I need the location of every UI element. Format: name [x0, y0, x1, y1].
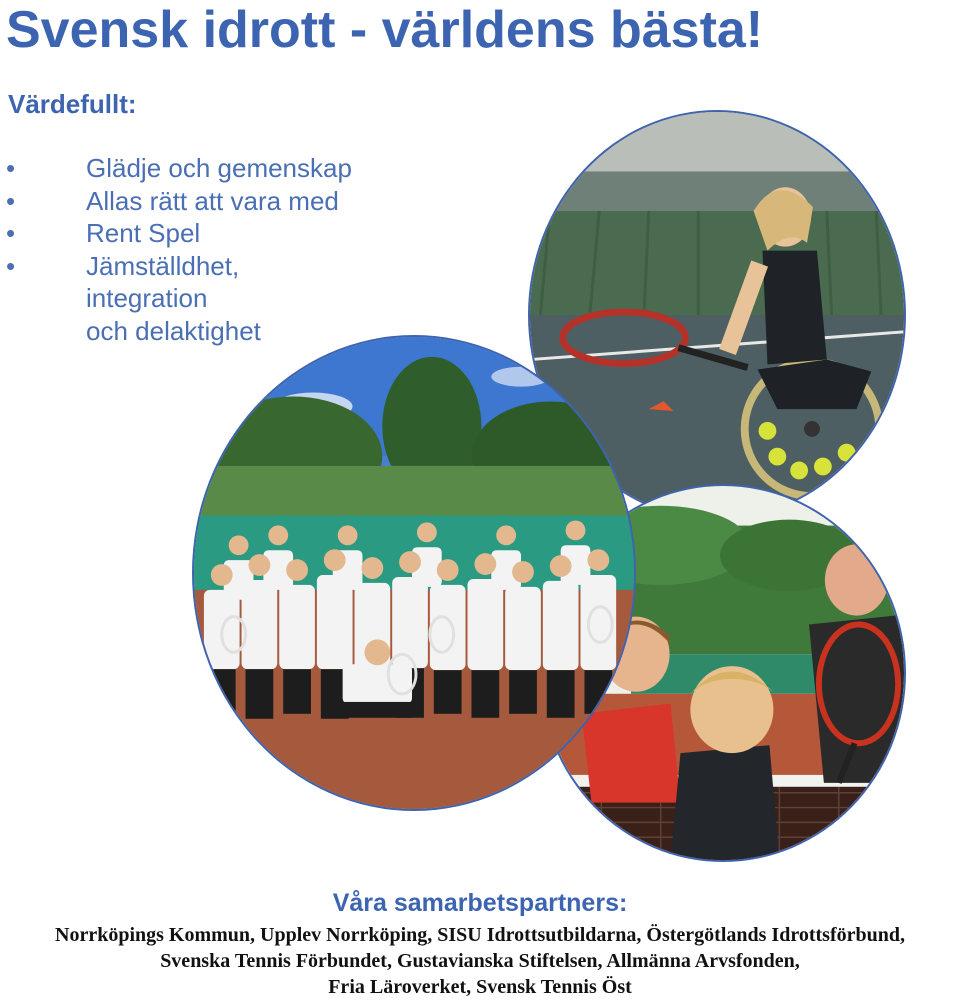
- bullet-icon: •: [6, 218, 16, 248]
- junior-tennis-group-illustration: [194, 337, 634, 809]
- bullet-icon: •: [6, 153, 16, 183]
- value-text: Glädje och gemenskap: [86, 153, 352, 183]
- partners-line: Svenska Tennis Förbundet, Gustavianska Stiftelsen, Allmänna Arvsfonden,: [160, 950, 800, 972]
- value-text: integration: [86, 283, 208, 313]
- partners-line: Fria Läroverket, Svensk Tennis Öst: [328, 976, 632, 998]
- list-item-continuation: [0, 315, 352, 348]
- values-heading: Värdefullt:: [8, 89, 137, 119]
- partners-line: Norrköpings Kommun, Upplev Norrköping, SISU Idrottsutbildarna, Östergötlands Idrottsförbund,: [55, 924, 905, 946]
- list-item-continuation: [0, 282, 352, 315]
- partners-heading: Våra samarbetspartners:: [332, 889, 628, 917]
- value-text: och delaktighet: [86, 315, 261, 346]
- partners-list: [0, 922, 960, 1000]
- page-title: Svensk idrott - världens bästa!: [6, 1, 764, 59]
- bullet-icon: •: [6, 250, 16, 281]
- bullet-icon: •: [6, 185, 16, 216]
- value-text: Jämställdhet,: [86, 250, 240, 281]
- list-item: [0, 250, 352, 283]
- values-list: [0, 152, 352, 347]
- value-text: Allas rätt att vara med: [86, 185, 339, 216]
- list-item: [0, 217, 352, 250]
- value-text: Rent Spel: [86, 218, 201, 248]
- list-item: [0, 152, 352, 185]
- list-item: [0, 185, 352, 218]
- junior-tennis-group-photo: [192, 335, 636, 811]
